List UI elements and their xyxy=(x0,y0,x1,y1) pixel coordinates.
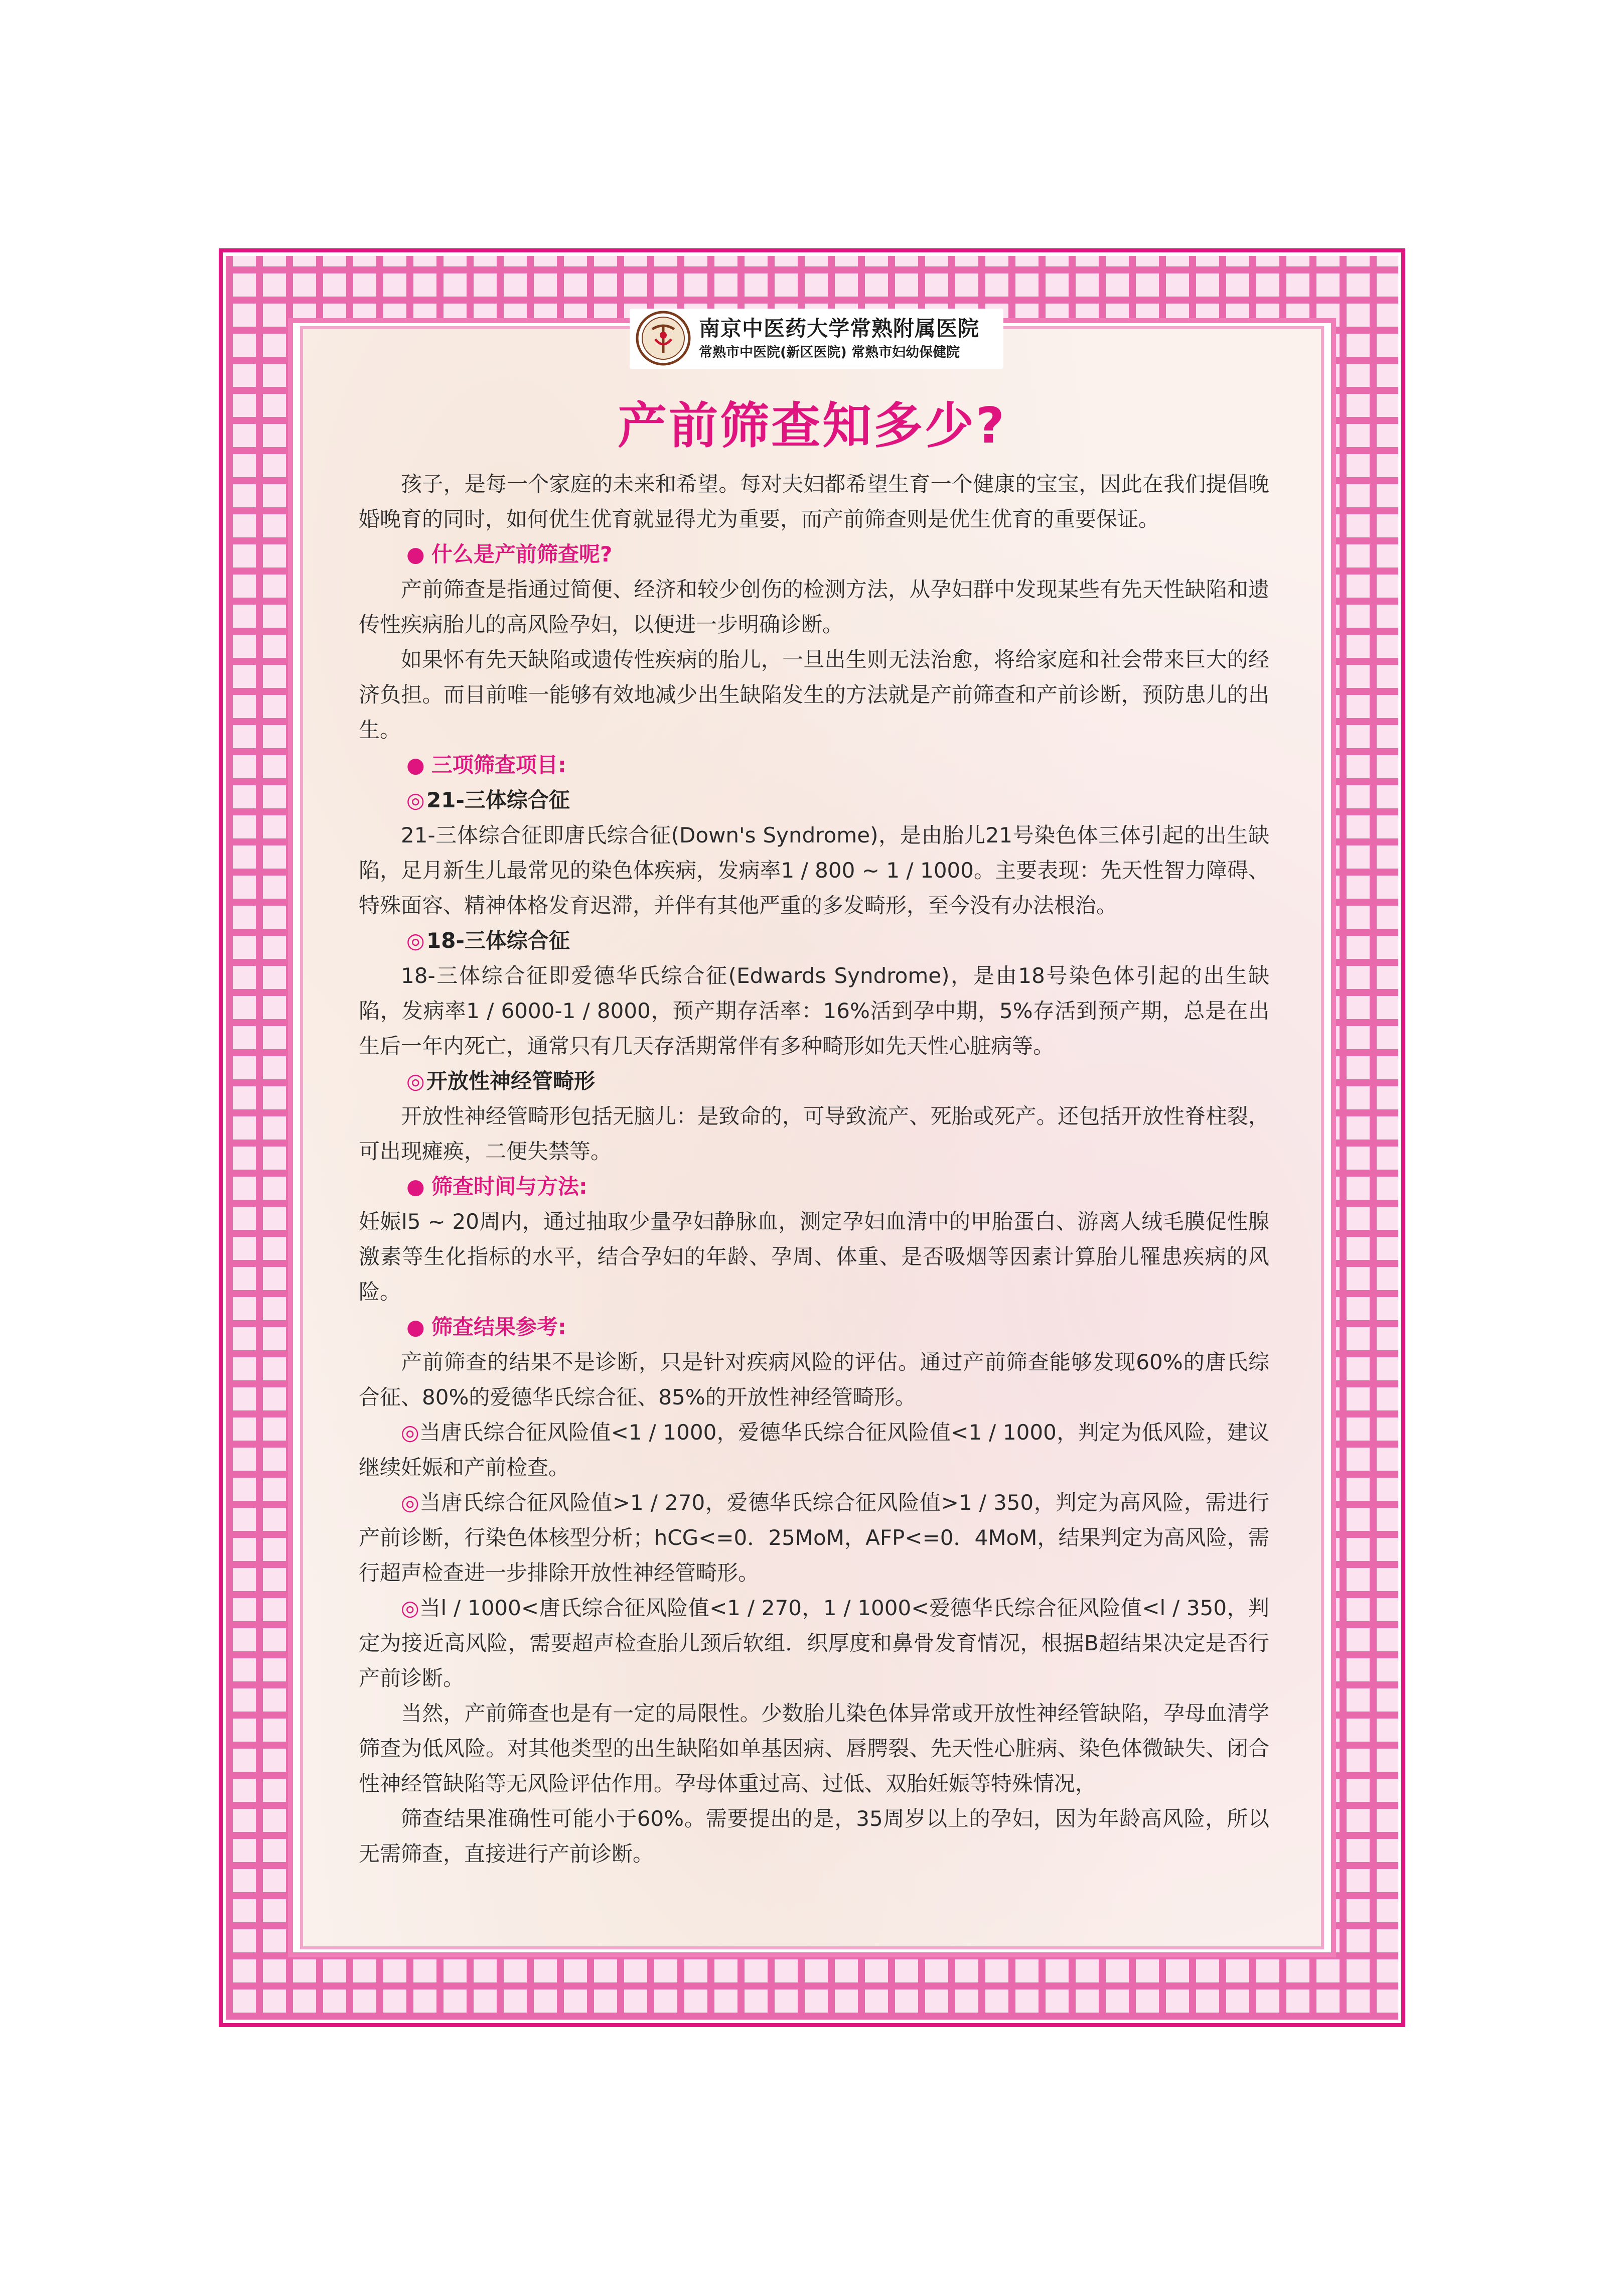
article-body xyxy=(359,467,1269,1872)
ring-bullet-icon: ◎ xyxy=(406,788,425,812)
paragraph: 筛查结果准确性可能小于60%。需要提出的是，35周岁以上的孕妇，因为年龄高风险，所以无需筛查，直接进行产前诊断。 xyxy=(359,1806,1269,1866)
ring-bullet-icon: ◎ xyxy=(401,1596,420,1620)
ring-bullet-icon: ◎ xyxy=(406,1069,425,1093)
paragraph: 当然，产前筛查也是有一定的局限性。少数胎儿染色体异常或开放性神经管缺陷，孕母血清学筛查为低风险。对其他类型的出生缺陷如单基因病、唇腭裂、先天性心脏病、染色体微缺失、闭合性神经管缺陷等无风险评估作用。孕母体重过高、过低、双胎妊娠等特殊情况， xyxy=(359,1701,1269,1796)
subsection-heading: ◎21-三体综合征 xyxy=(359,783,1269,818)
section-heading: ● 什么是产前筛查呢? xyxy=(359,537,1269,572)
bullet-icon: ● xyxy=(406,1315,425,1339)
ring-bullet-icon: ◎ xyxy=(401,1420,420,1445)
hospital-logo-icon xyxy=(635,310,691,366)
subsection-heading: ◎开放性神经管畸形 xyxy=(359,1064,1269,1099)
bullet-icon: ● xyxy=(406,542,425,566)
risk-paragraph: ◎当唐氏综合征风险值<1 / 1000，爱德华氏综合征风险值<1 / 1000，判定为低风险，建议继续妊娠和产前检查。 xyxy=(359,1420,1269,1480)
hospital-name: 南京中医药大学常熟附属医院 xyxy=(699,316,980,341)
risk-paragraph: ◎当唐氏综合征风险值>1 / 270，爱德华氏综合征风险值>1 / 350，判定为高风险，需进行产前诊断，行染色体核型分析；hCG<=0．25MoM，AFP<=0．4MoM，结果判定为高风险，需行超声检查进一步排除开放性神经管畸形。 xyxy=(359,1490,1269,1585)
paragraph: 产前筛查是指通过简便、经济和较少创伤的检测方法，从孕妇群中发现某些有先天性缺陷和遗传性疾病胎儿的高风险孕妇，以便进一步明确诊断。 xyxy=(359,577,1269,637)
ring-bullet-icon: ◎ xyxy=(401,1490,420,1515)
risk-paragraph: ◎当l / 1000<唐氏综合征风险值<1 / 270，1 / 1000<爱德华氏综合征风险值<l / 350，判定为接近高风险，需要超声检查胎儿颈后软组．织厚度和鼻骨发育情况，根据B超结果决定是否行产前诊断。 xyxy=(359,1596,1269,1690)
bullet-icon: ● xyxy=(406,753,425,777)
paragraph: 18-三体综合征即爱德华氏综合征(Edwards Syndrome)，是由18号染色体引起的出生缺陷，发病率1 / 6000-1 / 8000，预产期存活率：16%活到孕中期，5%存活到预产期，总是在出生后一年内死亡，通常只有几天存活期常伴有多种畸形如先天性心脏病等。 xyxy=(359,963,1269,1058)
paragraph: 如果怀有先天缺陷或遗传性疾病的胎儿，一旦出生则无法治愈，将给家庭和社会带来巨大的经济负担。而目前唯一能够有效地减少出生缺陷发生的方法就是产前筛查和产前诊断，预防患儿的出生。 xyxy=(359,647,1269,742)
section-heading: ● 筛查时间与方法: xyxy=(359,1169,1269,1204)
page-title: 产前筛查知多少? xyxy=(618,397,1006,455)
bullet-icon: ● xyxy=(406,1174,425,1199)
paragraph: 妊娠l5 ~ 20周内，通过抽取少量孕妇静脉血，测定孕妇血清中的甲胎蛋白、游离人绒毛膜促性腺激素等生化指标的水平，结合孕妇的年龄、孕周、体重、是否吸烟等因素计算胎儿罹患疾病的风险。 xyxy=(359,1209,1269,1304)
hospital-subtitle: 常熟市中医院(新区医院) 常熟市妇幼保健院 xyxy=(699,345,960,360)
paragraph: 21-三体综合征即唐氏综合征(Down's Syndrome)，是由胎儿21号染色体三体引起的出生缺陷，足月新生儿最常见的染色体疾病，发病率1 / 800 ~ 1 / 1000。主要表现：先天性智力障碍、特殊面容、精神体格发育迟滞，并伴有其他严重的多发畸形，至今没有办法根治。 xyxy=(359,823,1269,918)
paragraph: 产前筛查的结果不是诊断，只是针对疾病风险的评估。通过产前筛查能够发现60%的唐氏综合征、80%的爱德华氏综合征、85%的开放性神经管畸形。 xyxy=(359,1350,1269,1409)
paragraph: 开放性神经管畸形包括无脑儿：是致命的，可导致流产、死胎或死产。还包括开放性脊柱裂，可出现瘫痪，二便失禁等。 xyxy=(359,1104,1269,1164)
subsection-heading: ◎18-三体综合征 xyxy=(359,923,1269,958)
paragraph: 孩子，是每一个家庭的未来和希望。每对夫妇都希望生育一个健康的宝宝，因此在我们提倡晚婚晚育的同时，如何优生优育就显得尤为重要，而产前筛查则是优生优育的重要保证。 xyxy=(359,472,1269,531)
section-heading: ● 三项筛查项目: xyxy=(359,748,1269,783)
section-heading: ● 筛查结果参考: xyxy=(359,1310,1269,1345)
ring-bullet-icon: ◎ xyxy=(406,928,425,953)
